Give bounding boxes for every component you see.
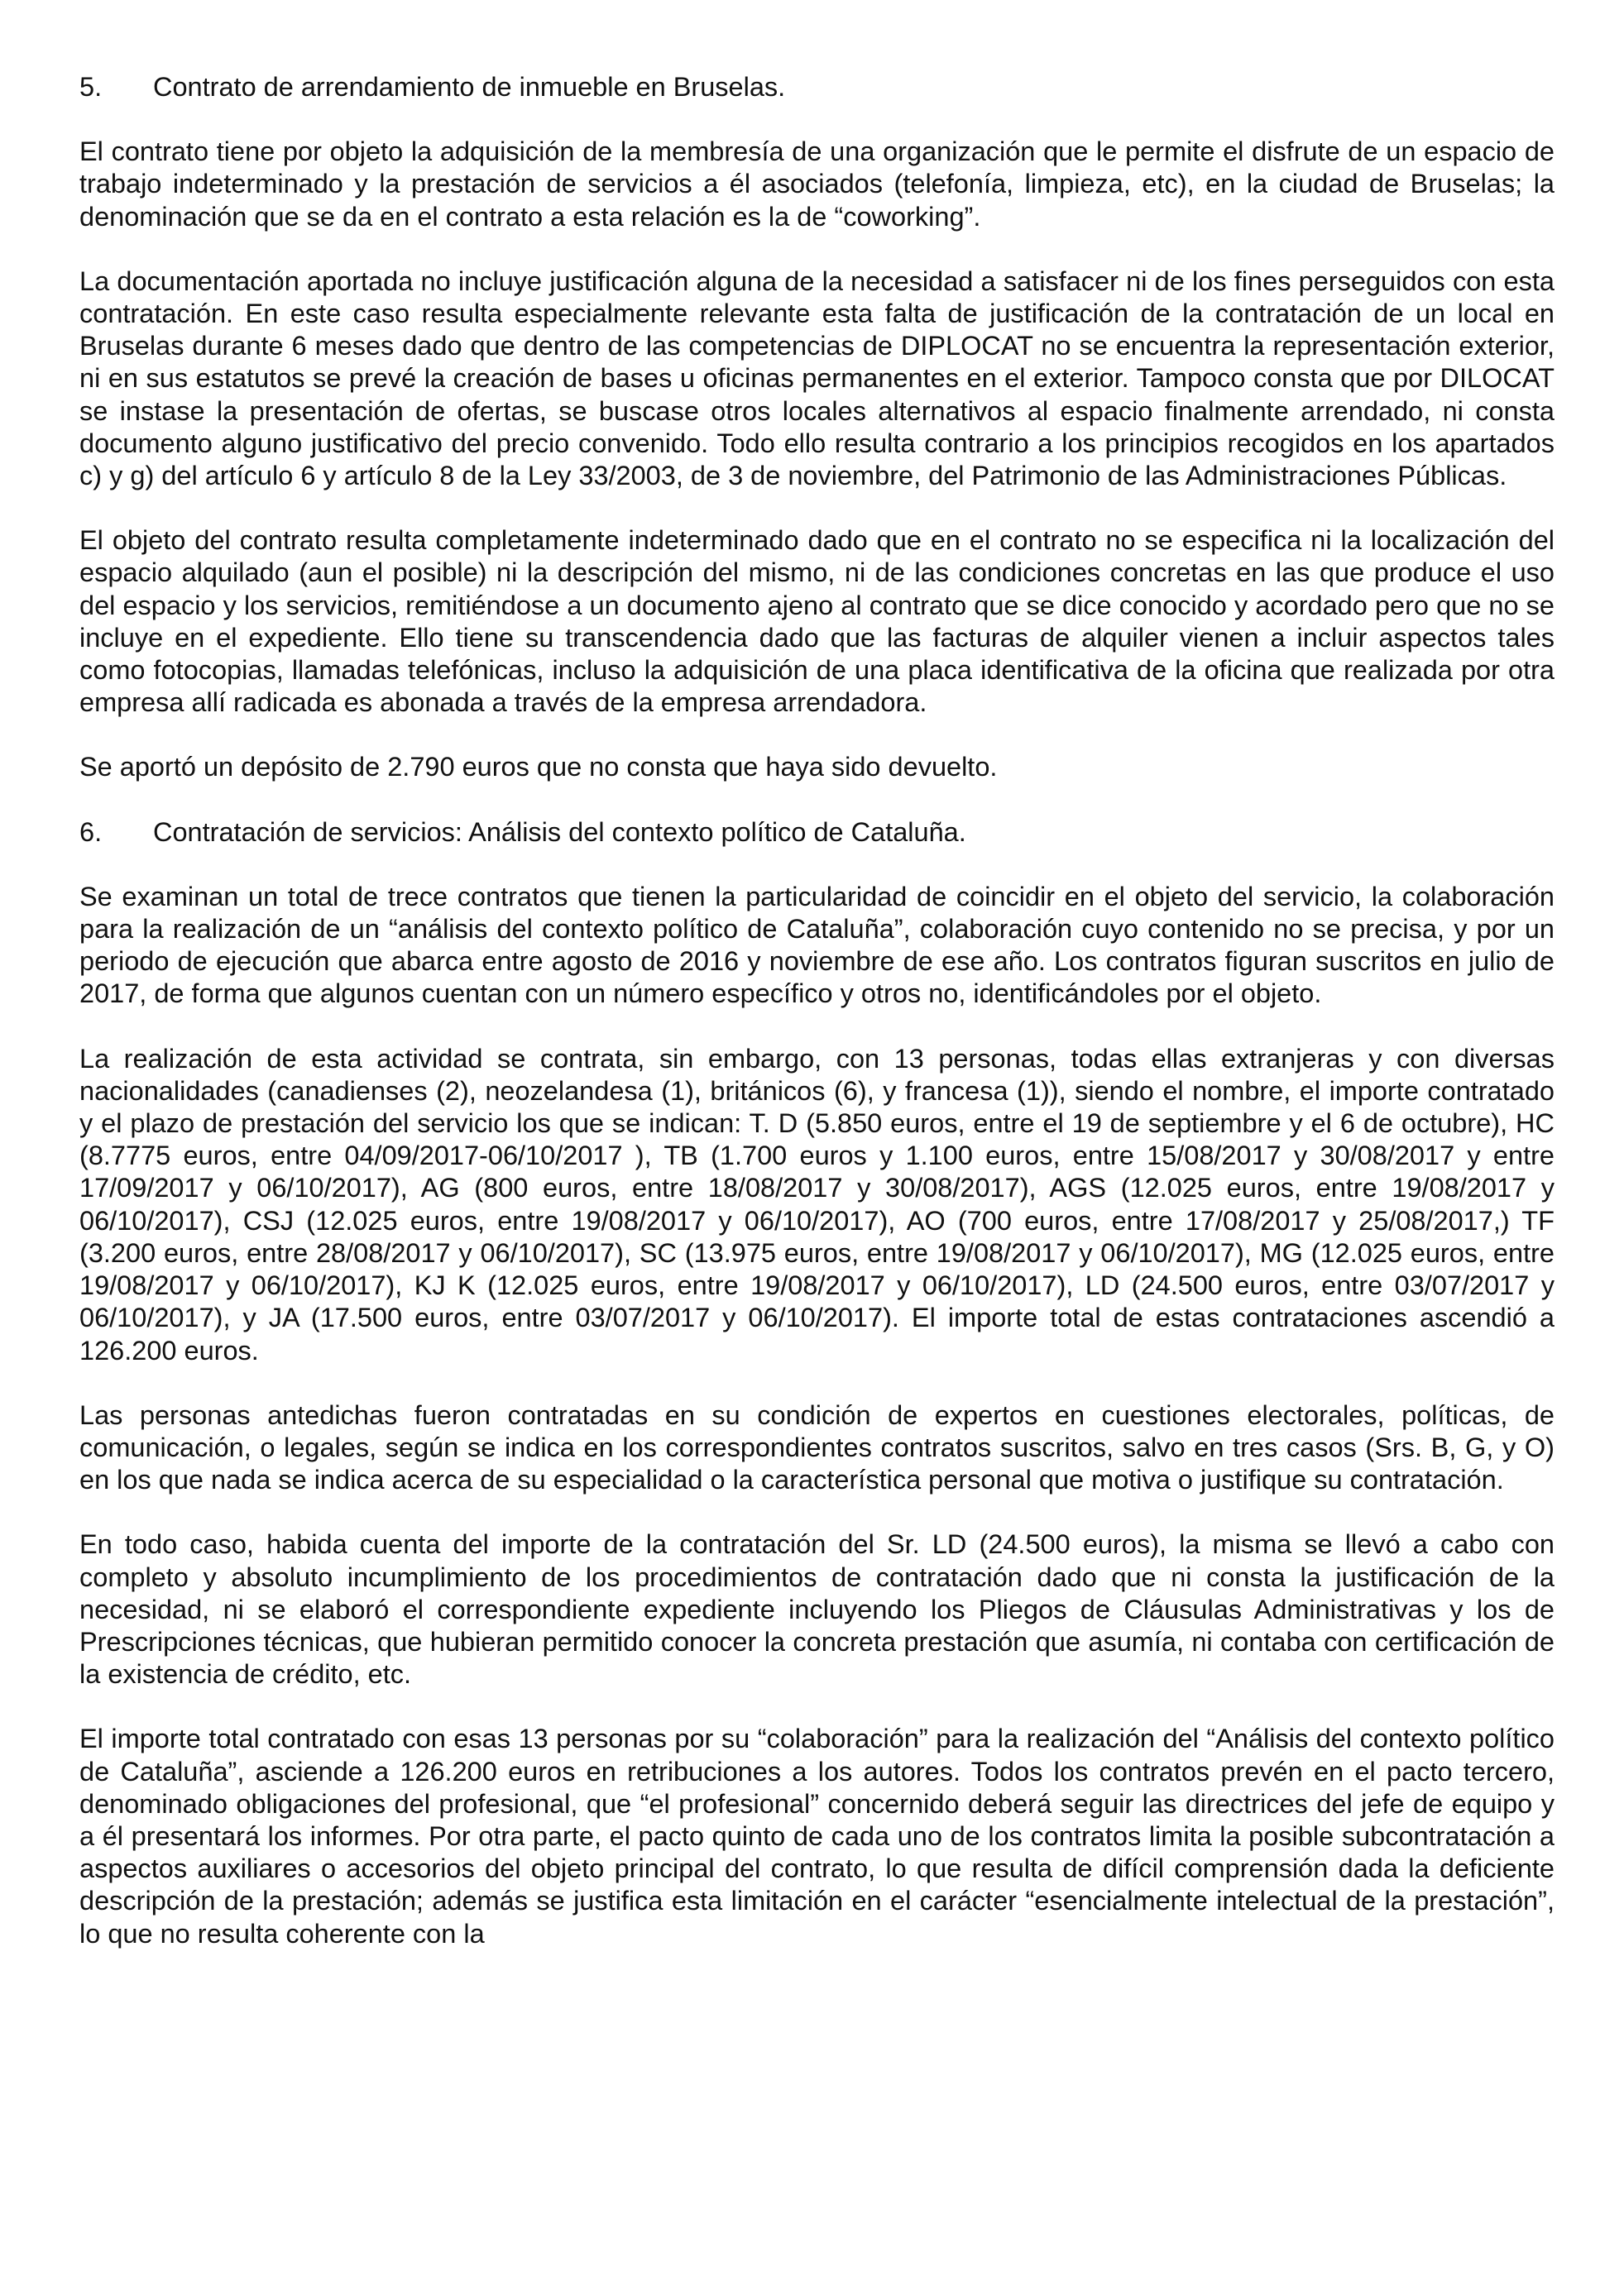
paragraph: El objeto del contrato resulta completamente indeterminado dado que en el contrato no se especifica ni la localización del espacio alquilado (aun el posible) ni la descripción del mismo, ni de las condiciones concretas en las que produce el uso del espacio y los servicios, remitiéndose a un documento ajeno al contrato que se dice conocido y acordado pero que no se incluye en el expediente. Ello tiene su transcendencia dado que las facturas de alquiler vienen a incluir aspectos tales como fotocopias, llamadas telefónicas, incluso la adquisición de una placa identificativa de la oficina que realizada por otra empresa allí radicada es abonada a través de la empresa arrendadora.	[79, 525, 1555, 718]
section-title: Contrato de arrendamiento de inmueble en Bruselas.	[153, 72, 786, 102]
section-number: 5.	[79, 72, 103, 102]
section-title: Contratación de servicios: Análisis del contexto político de Cataluña.	[153, 816, 966, 847]
paragraph: El contrato tiene por objeto la adquisición de la membresía de una organización que le permite el disfrute de un espacio de trabajo indeterminado y la prestación de servicios a él asociados (telefonía, limpieza, etc), en la ciudad de Bruselas; la denominación que se da en el contrato a esta relación es la de “coworking”.	[79, 136, 1555, 232]
paragraph: Las personas antedichas fueron contratadas en su condición de expertos en cuestiones electorales, políticas, de comunicación, o legales, según se indica en los correspondientes contratos suscritos, salvo en tres casos (Srs. B, G, y O) en los que nada se indica acerca de su especialidad o la característica personal que motiva o justifique su contratación.	[79, 1399, 1555, 1495]
section-number: 6.	[79, 816, 103, 847]
paragraph: Se aportó un depósito de 2.790 euros que no consta que haya sido devuelto.	[79, 752, 998, 782]
section-heading-6	[79, 816, 1555, 849]
paragraph: Se examinan un total de trece contratos que tienen la particularidad de coincidir en el objeto del servicio, la colaboración para la realización de un “análisis del contexto político de Cataluña”, colaboración cuyo contenido no se precisa, y por un periodo de ejecución que abarca entre agosto de 2016 y noviembre de ese año. Los contratos figuran suscritos en julio de 2017, de forma que algunos cuentan con un número específico y otros no, identificándoles por el objeto.	[79, 881, 1555, 1009]
document-page	[79, 71, 1555, 1983]
paragraph: En todo caso, habida cuenta del importe de la contratación del Sr. LD (24.500 euros), la misma se llevó a cabo con completo y absoluto incumplimiento de los procedimientos de contratación dado que ni consta la justificación de la necesidad, ni se elaboró el correspondiente expediente incluyendo los Pliegos de Cláusulas Administrativas y los de Prescripciones técnicas, que hubieran permitido conocer la concreta prestación que asumía, ni contaba con certificación de la existencia de crédito, etc.	[79, 1529, 1555, 1690]
section-heading-5	[79, 71, 1555, 103]
paragraph: La documentación aportada no incluye justificación alguna de la necesidad a satisfacer ni de los fines perseguidos con esta contratación. En este caso resulta especialmente relevante esta falta de justificación de la contratación de un local en Bruselas durante 6 meses dado que dentro de las competencias de DIPLOCAT no se encuentra la representación exterior, ni en sus estatutos se prevé la creación de bases u oficinas permanentes en el exterior. Tampoco consta que por DILOCAT se instase la presentación de ofertas, se buscase otros locales alternativos al espacio finalmente arrendado, ni consta documento alguno justificativo del precio convenido. Todo ello resulta contrario a los principios recogidos en los apartados c) y g) del artículo 6 y artículo 8 de la Ley 33/2003, de 3 de noviembre, del Patrimonio de las Administraciones Públicas.	[79, 265, 1555, 491]
paragraph: El importe total contratado con esas 13 personas por su “colaboración” para la realización del “Análisis del contexto político de Cataluña”, asciende a 126.200 euros en retribuciones a los autores. Todos los contratos prevén en el pacto tercero, denominado obligaciones del profesional, que “el profesional” concernido deberá seguir las directrices del jefe de equipo y a él presentará los informes. Por otra parte, el pacto quinto de cada uno de los contratos limita la posible subcontratación a aspectos auxiliares o accesorios del objeto principal del contrato, lo que resulta de difícil comprensión dada la deficiente descripción de la prestación; además se justifica esta limitación en el carácter “esencialmente intelectual de la prestación”, lo que no resulta coherente con la	[79, 1724, 1555, 1949]
paragraph: La realización de esta actividad se contrata, sin embargo, con 13 personas, todas ellas extranjeras y con diversas nacionalidades (canadienses (2), neozelandesa (1), británicos (6), y francesa (1)), siendo el nombre, el importe contratado y el plazo de prestación del servicio los que se indican: T. D (5.850 euros, entre el 19 de septiembre y el 6 de octubre), HC (8.7775 euros, entre 04/09/2017-06/10/2017 ), TB (1.700 euros y 1.100 euros, entre 15/08/2017 y 30/08/2017 y entre 17/09/2017 y 06/10/2017), AG (800 euros, entre 18/08/2017 y 30/08/2017), AGS (12.025 euros, entre 19/08/2017 y 06/10/2017), CSJ (12.025 euros, entre 19/08/2017 y 06/10/2017), AO (700 euros, entre 17/08/2017 y 25/08/2017,) TF (3.200 euros, entre 28/08/2017 y 06/10/2017), SC (13.975 euros, entre 19/08/2017 y 06/10/2017), MG (12.025 euros, entre 19/08/2017 y 06/10/2017), KJ K (12.025 euros, entre 19/08/2017 y 06/10/2017), LD (24.500 euros, entre 03/07/2017 y 06/10/2017), y JA (17.500 euros, entre 03/07/2017 y 06/10/2017). El importe total de estas contrataciones ascendió a 126.200 euros.	[79, 1043, 1555, 1366]
